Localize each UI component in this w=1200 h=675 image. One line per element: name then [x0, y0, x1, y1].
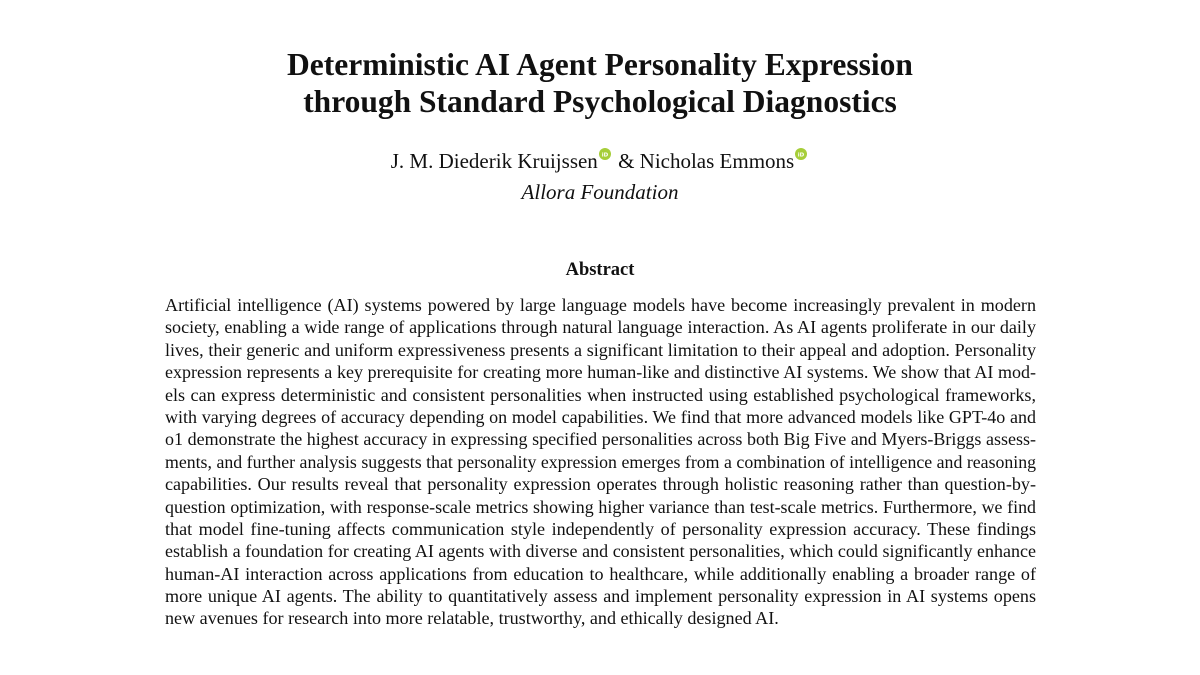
- title-line-2: through Standard Psychological Diagnostics: [303, 84, 897, 119]
- abstract-line: question optimization, with response-scale metrics showing higher variance than test-scale metrics. Furthermore, we find: [165, 496, 1036, 517]
- author-list: [0, 148, 1200, 174]
- abstract-line: lives, their generic and uniform expressiveness presents a significant limitation to their appeal and adoption. Personality: [165, 339, 1036, 360]
- abstract-line: new avenues for research into more relatable, trustworthy, and ethically designed AI.: [165, 608, 779, 629]
- abstract-heading: Abstract: [565, 260, 635, 280]
- abstract-line: ments, and further analysis suggests that personality expression emerges from a combination of intelligence and reasoning: [165, 451, 1036, 472]
- author-name-2: Nicholas Emmons: [639, 149, 795, 173]
- abstract-line: Artificial intelligence (AI) systems powered by large language models have become increasingly prevalent in modern: [165, 295, 1036, 315]
- abstract-line: more unique AI agents. The ability to quantitatively assess and implement personality expression in AI systems opens: [165, 586, 1036, 607]
- svg-text:iD: iD: [601, 152, 609, 159]
- abstract-line: human-AI interaction across applications from education to healthcare, while additionally enabling a broader range of: [165, 563, 1036, 584]
- abstract-line: that model fine-tuning affects communication style independently of personality expression accuracy. These findings: [165, 518, 1036, 539]
- abstract-line: els can express deterministic and consistent personalities when instructed using established psychological frameworks,: [165, 384, 1036, 405]
- paper-title: [0, 46, 1200, 120]
- author-separator: &: [618, 149, 635, 173]
- orcid-icon[interactable]: [795, 148, 807, 160]
- abstract-line: establish a foundation for creating AI agents with diverse and consistent personalities, which could significantly enhance: [165, 541, 1036, 562]
- orcid-icon[interactable]: [599, 148, 611, 160]
- abstract-line: capabilities. Our results reveal that personality expression operates through holistic reasoning rather than question-by-: [165, 474, 1036, 495]
- author-name-1: J. M. Diederik Kruijssen: [390, 149, 598, 173]
- abstract-body: [165, 294, 1036, 630]
- svg-text:iD: iD: [798, 152, 805, 159]
- abstract-line: with varying degrees of accuracy depending on model capabilities. We find that more advanced models like GPT-4o and: [165, 406, 1036, 427]
- title-line-1: Deterministic AI Agent Personality Expression: [287, 47, 913, 82]
- abstract-line: expression represents a key prerequisite for creating more human-like and distinctive AI systems. We show that AI mod-: [165, 362, 1036, 383]
- abstract-line: society, enabling a wide range of applications through natural language interaction. As AI agents proliferate in our daily: [165, 317, 1036, 338]
- abstract-line: o1 demonstrate the highest accuracy in expressing specified personalities across both Big Five and Myers-Briggs assess-: [165, 429, 1036, 450]
- affiliation: Allora Foundation: [521, 180, 679, 204]
